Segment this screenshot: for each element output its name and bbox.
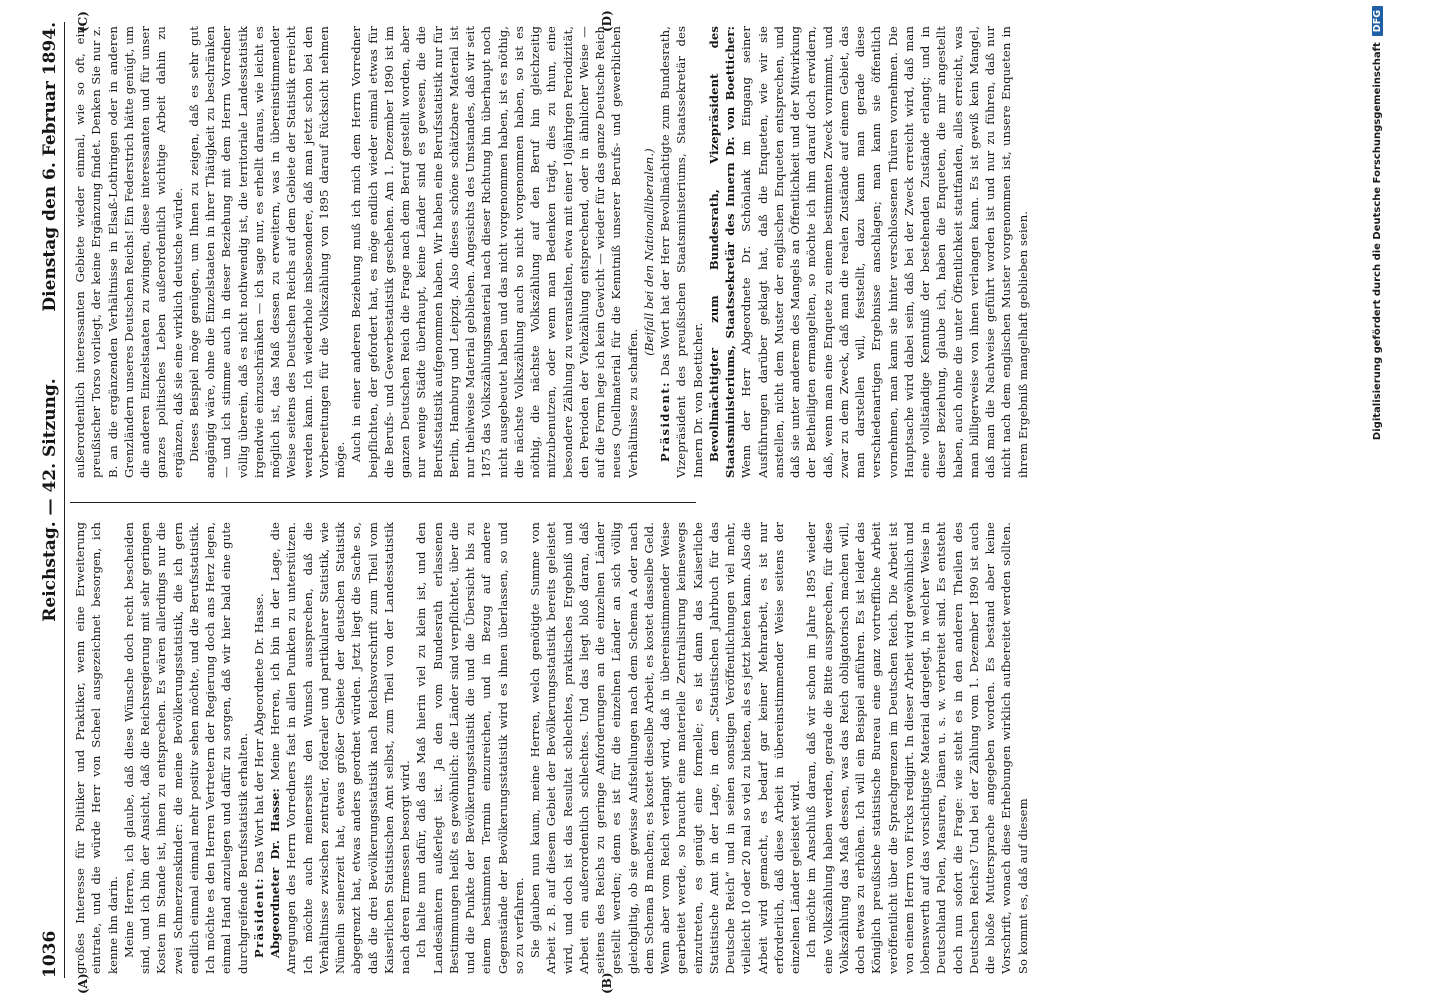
paragraph: Ich halte nun dafür, daß das Maß hierin viel zu klein ist, und den Landesämtern außerlegt ist. Ja den vom Bundesrath erlassenen Bestimmungen heißt es gewöhnlich: die Länder sind verpflichtet, über die und die Punkte der Bevölkerungsstatistik die und die Übersicht bis zu einem bestimmten Termin einzureichen, und in Bezug auf andere Gegenstände der Bevölkerungsstatistik wird es ihnen überlassen, so und so zu verfahren.	[414, 522, 526, 974]
paragraph: Auch in einer anderen Beziehung muß ich mich dem Herrn Vorredner beipflichten, der gefordert hat, es möge endlich wieder einmal etwas für die Berufs- und Gewerbestatistik geschehen. Am 1. Dezember 1890 ist im ganzen Deutschen Reich die Frage nach dem Beruf gestellt worden, aber nur wenige Städte überhaupt, keine Länder sind es gewesen, die die Berufsstatistik aufgenommen haben. Wir haben eine Berufsstatistik nur für Berlin, Hamburg und Leipzig. Also dieses schöne schätzbare Material ist nur theilweise Material geblieben. Angesichts des Umstandes, daß wir seit 1875 das Volkszählungsmaterial nach dieser Richtung hin überhaupt noch nicht ausgebeutet haben und das nicht vorgenommen haben, ist es nöthig, die nächste Volkszählung auch so nicht vorgenommen haben, so ist es nöthig, die nächste Volkszählung auf den Beruf hin gleichzeitig mitzubenutzen, oder wenn man Bedenken trägt, dies zu thun, eine besondere Zählung zu veranstalten, etwa mit einer 10jährigen Periodizität, den Perioden der Viehzählung entsprechend, oder in ähnlicher Weise — auf die Form lege ich kein Gewicht — wieder für das ganze Deutsche Reich neues Quellmaterial für die Kenntniß unserer Berufs- und gewerblichen Verhältnisse zu schaffen.	[349, 26, 640, 478]
paragraph: Meine Herren, ich glaube, daß diese Wünsche doch recht bescheiden sind, und ich bin der Ansicht, daß die Reichsregierung mit sehr geringen Kosten im Stande ist, ihnen zu entsprechen. Es wären allerdings nur die zwei Schmerzenskinder: die meine Bevölkerungsstatistik, die ich gern endlich einmal einmal mehr positiv sehen möchte, und die Berufsstatistik. Ich möchte es den Herren Vertretern der Regierung doch ans Herz legen, einmal Hand anzulegen und dafür zu sorgen, daß wir hier bald eine gute durchgreifende Berufsstatistik erhalten.	[121, 522, 250, 974]
dfg-logo: DFG	[1372, 6, 1383, 36]
credit-text: Digitalisierung gefördert durch die Deutsche Forschungsgemeinschaft	[1372, 42, 1383, 441]
session-date: Dienstag den 6. Februar 1894.	[40, 22, 60, 312]
digitization-credit	[1372, 6, 1388, 994]
speaker-name: Abgeordneter Dr. Hasse:	[268, 788, 282, 958]
paragraph: Meine Herren, ich bin in der Lage, die Anregungen des Herrn Vorredners fast in allen Punkten zu unterstützen. Ich möchte auch meinerseits den Wunsch aussprechen, daß die Verhältnisse zwischen zentraler, föderaler und partikularer Statistik, wie Nümelin seinerzeit hat, etwas größer Gebiete der deutschen Statistik abgegrenzt hat, etwas anders geordnet würden. Jetzt liegt die Sache so, daß die drei Bevölkerungsstatistik nach Reichsvorschrift zum Theil vom Kaiserlichen Statistischen Amt selbst, zum Theil von der Landesstatistik nach deren Ermessen besorgt wird.	[268, 522, 412, 974]
applause-note: (Beifall bei den Nationalliberalen.)	[641, 148, 656, 356]
paragraph: Dieses Beispiel möge genügen, um Ihnen zu zeigen, daß es sehr gut angängig wäre, ohne die Einzelstaaten in ihrer Thätigkeit zu beschränken — und ich stimme auch in dieser Beziehung mit dem Herrn Vorredner völlig überein, daß es nicht nothwendig ist, die territoriale Landesstatistik irgendwie einzuschränken — ich sage nur, es erhellt daraus, wie leicht es möglich ist, das Maß dessen zu erweitern, was in übereinstimmender Weise seitens des Deutschen Reichs auf dem Gebiete der Statistik erreicht werden kann. Ich wiederhole insbesondere, daß man jetzt schon bei den Vorbereitungen für die Volkszählung von 1895 darauf Rücksicht nehmen möge.	[186, 26, 347, 478]
margin-mark-a: (A)	[76, 973, 90, 994]
paragraph: Das Wort hat der Herr Bevollmächtigte zum Bundesrath, Vizepräsident des preußischen Staatsministeriums, Staatssekretär des Innern Dr. von Boetticher.	[658, 26, 705, 478]
left-column	[72, 522, 1031, 974]
speaker-label: Präsident:	[658, 381, 672, 462]
paragraph: großes Interesse für Politiker und Praktiker, wenn eine Erweiterung eintrate, und die würde Herr von Scheel ausgezeichnet besorgen, ich kenne ihn darin.	[73, 522, 120, 974]
margin-mark-c: (C)	[76, 11, 90, 32]
paragraph: Wenn der Herr Abgeordnete Dr. Schönlank im Eingang seiner Ausführungen darüber geklagt hat, daß die Enqueten, wie wir sie anstellen, nicht dem Muster der englischen Enqueten entsprechen, und daß sie unter anderem des Mangels an Öffentlichkeit und der Mitwirkung der Betheiligten ermangelten, so möchte ich ihm darauf doch erwidern, daß, wenn man eine Enquete zu einem bestimmten Zweck vornimmt, und zwar zu dem Zweck, daß man die realen Zustände auf einem Gebiet, das man darstellen will, feststellt, dazu kann man gerade diese verschiedenartigen Ergebnisse anschlagen; man kann sie öffentlich vornehmen, man kann sie hinter verschlossenen Thüren vornehmen. Die Hauptsache wird dabei sein, daß bei der Zweck erreicht wird, daß man eine vollständige Kenntniß der bestehenden Zustände erlangt; und in dieser Beziehung, glaube ich, haben die Enqueten, die mir angestellt haben, auch ohne die unter Öffentlichkeit stattfanden, alles erreicht, was man billigerweise von ihnen verlangen kann. Es ist gewiß kein Mangel, daß man die Nachweise geführt worden ist und nur zu führen, daß nur nicht nach dem englischen Muster vorgenommen ist, unsere Enqueten in ihrem Ergebniß mangelhaft geblieben seien.	[739, 26, 1030, 478]
speaker-label: Präsident:	[251, 877, 266, 958]
right-column	[72, 26, 1031, 478]
margin-mark-b: (B)	[600, 972, 614, 994]
page-number: 1036	[40, 930, 60, 978]
paragraph: Das Wort hat der Herr Abgeordnete Dr. Hasse.	[251, 593, 266, 874]
column-divider	[70, 502, 696, 503]
session-title: Reichstag. — 42. Sitzung.	[40, 378, 60, 622]
speaker-name: Bevollmächtigter zum Bundesrath, Vizepräsident des Staatsministeriums, Staatssekretär des Innern Dr. von Boetticher:	[706, 26, 737, 478]
paragraph: Ich möchte im Anschluß daran, daß wir schon im Jahre 1895 wieder eine Volkszählung haben werden, gerade die Bitte aussprechen, für diese Volkszählung das Maß dessen, was das Reich obligatorisch machen will, doch etwas zu erhöhen. Ich will ein Beispiel anführen. Es ist leider das Königlich preußische statistische Bureau eine ganz vortreffliche Arbeit veröffentlicht über die Sprachgrenzen im Deutschen Reich. Die Arbeit ist von einem Herrn von Fircks redigirt. In dieser Arbeit wird gewöhnlich und lobenswerth auf das vorsichtigste Material dargelegt, in welcher Weise in Deutschland Polen, Masuren, Dänen u. s. w. verbreitet sind. Es entsteht doch nun sofort die Frage: wie steht es in den anderen Theilen des Deutschen Reichs? Und bei der Zählung vom 1. Dezember 1890 ist auch die bloße Muttersprache angegeben worden. Es bestand aber keine Vorschrift, wonach diese Erhebungen wirklich aufbereitet werden sollten. So kommt es, daß auf diesem	[804, 522, 1030, 974]
paragraph: außerordentlich interessanten Gebiete wieder einmal, wie so oft, ein preußischer Torso vorliegt, der keine Ergänzung findet. Denken Sie nur z. B. an die ergänzenden Verhältnisse in Elsaß-Lothringen oder in anderen Grenzländern unseres Deutschen Reichs! Ein Federstrich hätte genügt, um die anderen Einzelstaaten zu zwingen, diese interessanten und für unser ganzes politisches Leben außerordentlich wichtige Arbeit dahin zu ergänzen, daß sie eine wirklich deutsche würde.	[73, 26, 185, 478]
margin-mark-d: (D)	[600, 10, 614, 32]
page-header	[38, 22, 65, 978]
paragraph: Sie glauben nun kaum, meine Herren, welch genötigte Summe von Arbeit z. B. auf diesem Gebiet der Bevölkerungsstatistik bereits geleistet wird, und doch ist das Resultat schlechtes, praktisches Ergebniß und Arbeit ein außerordentlich schlechtes. Und das liegt bloß daran, daß seitens des Reichs zu geringe Anforderungen an die einzelnen Länder gestellt werden; denn es ist für die einzelnen Länder an sich völlig gleichgiltig, ob sie gewisse Aufstellungen nach dem Schema A oder nach dem Schema B machen; es kostet dieselbe Arbeit, es kostet dasselbe Geld. Wenn aber vom Reich verlangt wird, daß in übereinstimmender Weise gearbeitet werde, so braucht eine materielle Zentralisirung keineswegs einzutreten, es genügt eine formelle; es ist dann das Kaiserliche Statistische Amt in der Lage, in dem „Statistischen Jahrbuch für das Deutsche Reich“ und in seinen sonstigen Veröffentlichungen viel mehr, vielleicht 10 oder 20 mal so viel zu bieten, als es jetzt bieten kann. Also die Arbeit wird gemacht, es bedarf gar keiner Mehrarbeit, es ist nur erforderlich, daß diese Arbeit in übereinstimmender Weise seitens der einzelnen Länder geleistet wird.	[528, 522, 802, 974]
